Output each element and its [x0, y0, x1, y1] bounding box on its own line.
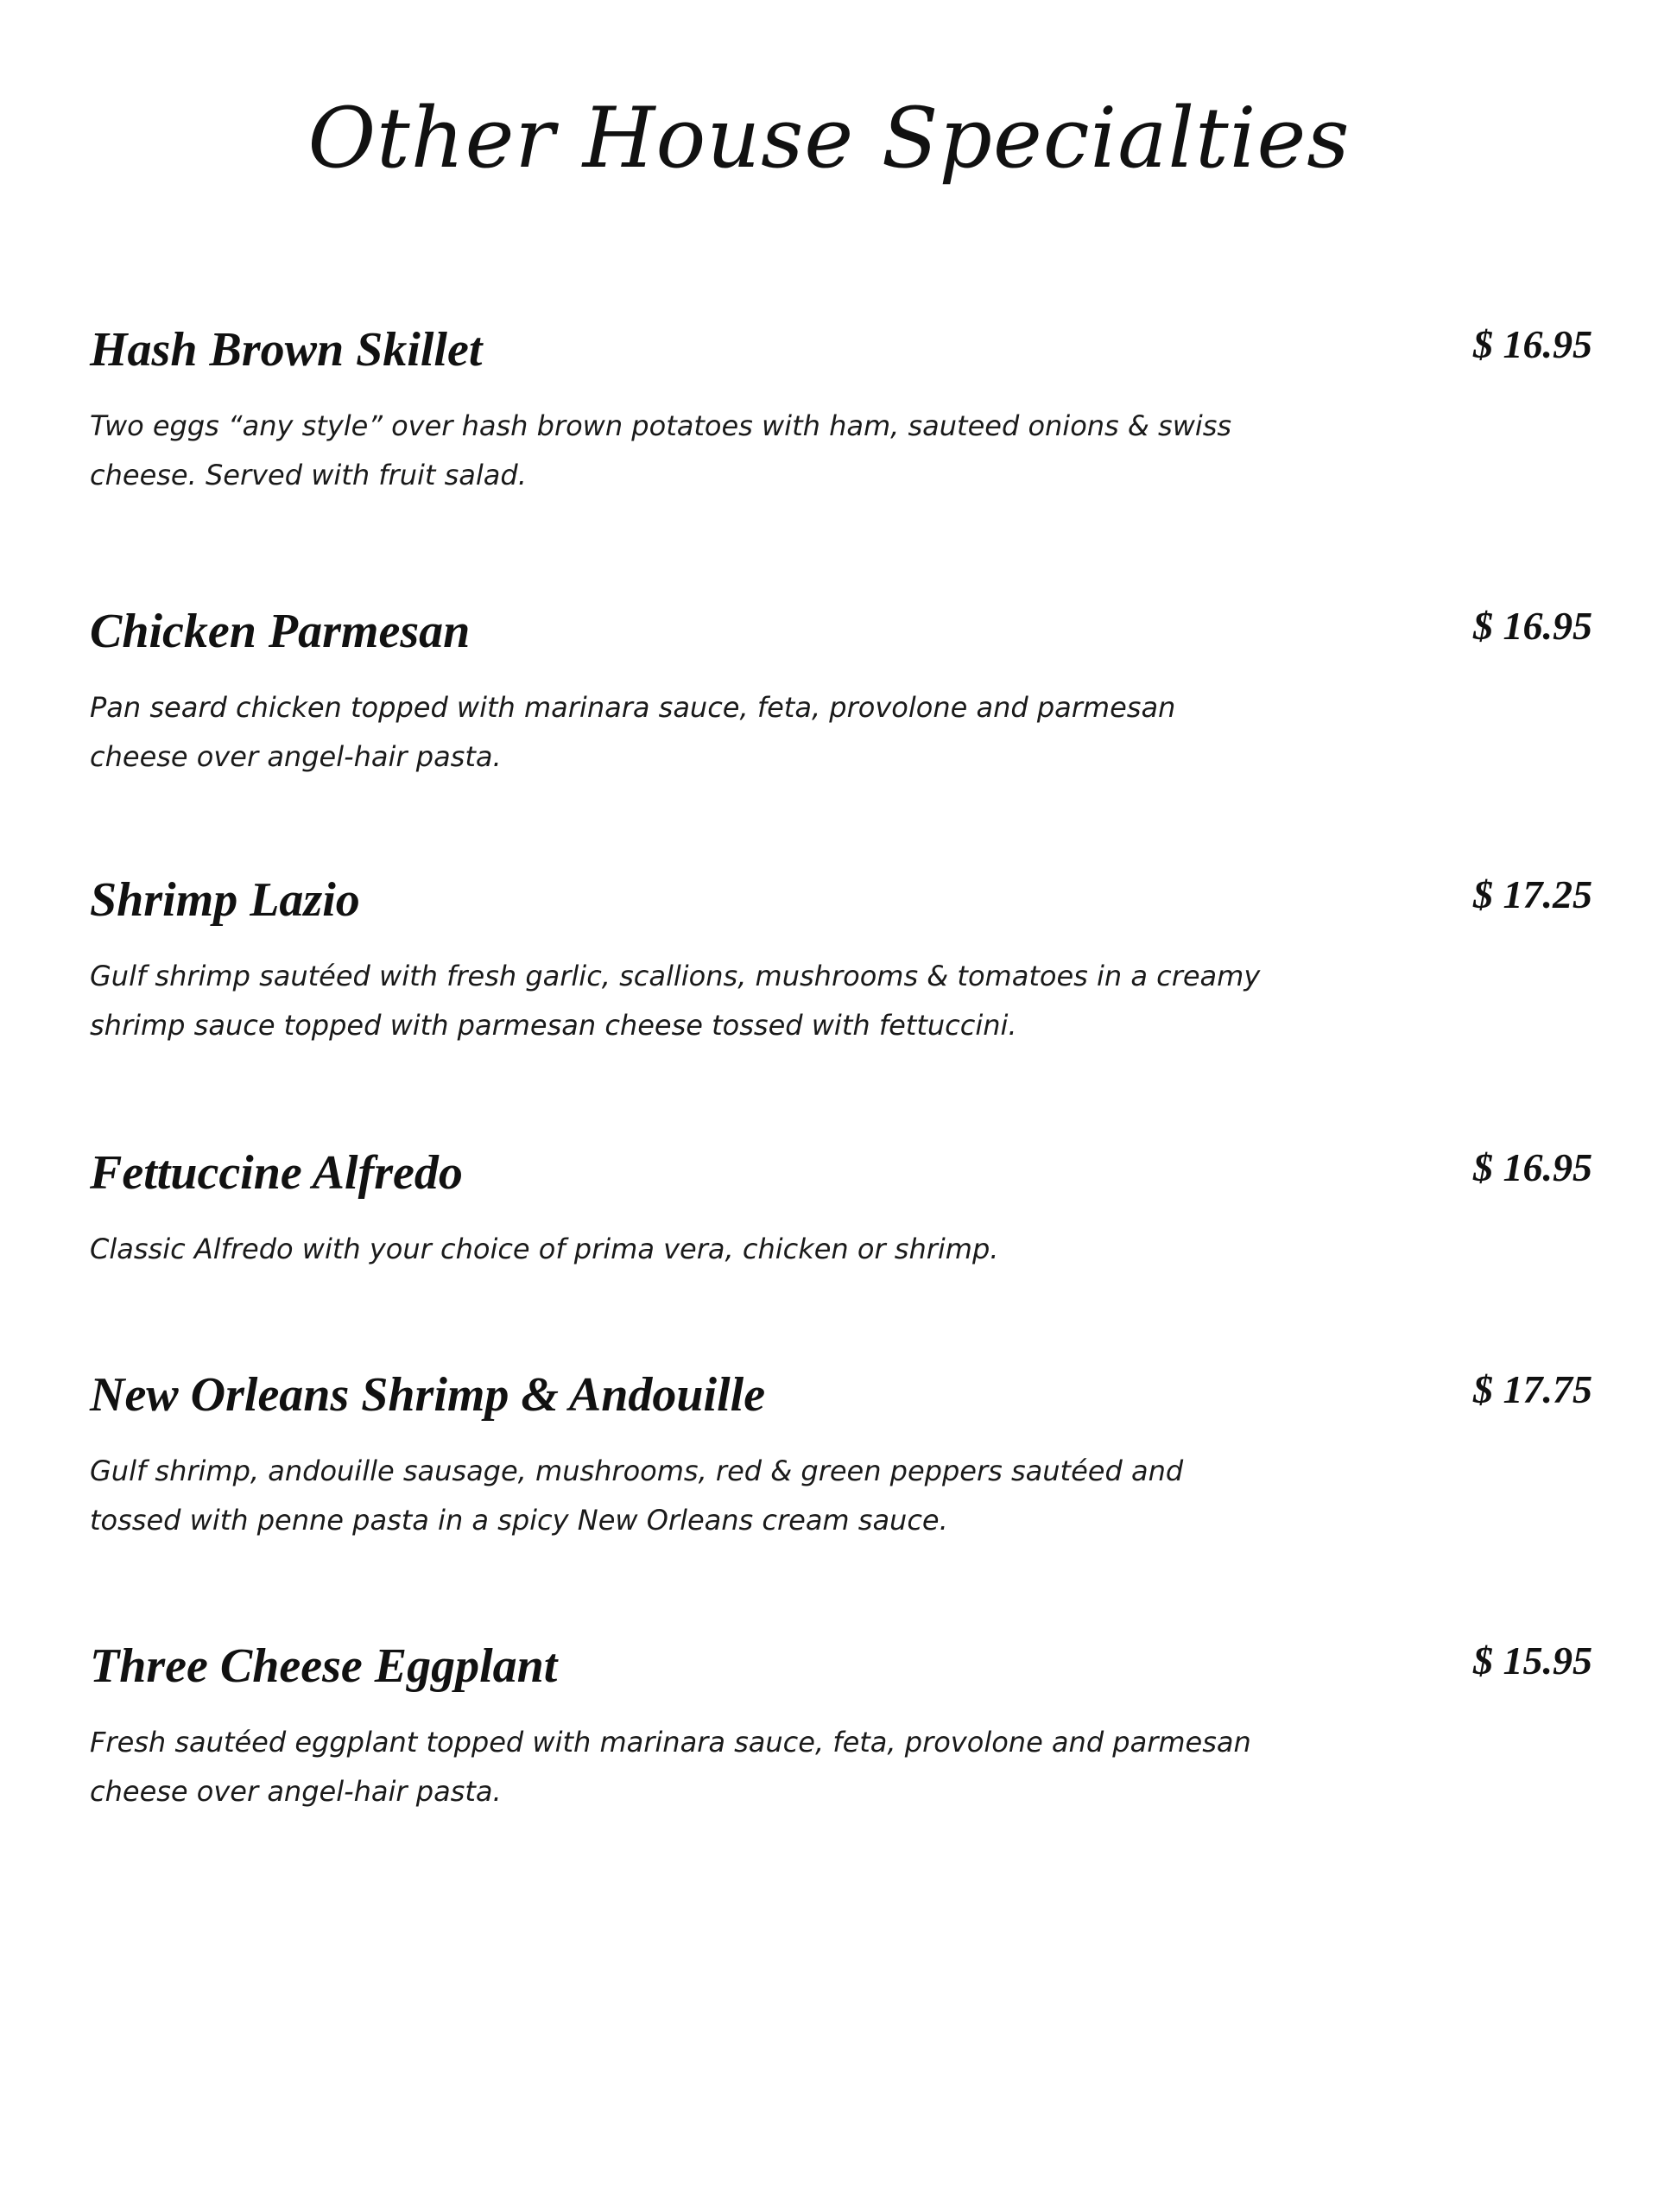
menu-item-name: Shrimp Lazio — [90, 873, 360, 927]
menu-item-name: Chicken Parmesan — [90, 605, 471, 658]
menu-item-description: Fresh sautéed eggplant topped with marinara sauce, feta, provolone and parmesan cheese over angel-hair pasta. — [90, 1726, 1251, 1808]
menu-item-name: Three Cheese Eggplant — [90, 1639, 558, 1693]
menu-item-description: Gulf shrimp, andouille sausage, mushrooms, red & green peppers sautéed and tossed with penne pasta in a spicy New Orleans cream sauce. — [90, 1455, 1184, 1537]
menu-item-description: Pan seard chicken topped with marinara sauce, feta, provolone and parmesan cheese over angel-hair pasta. — [90, 691, 1176, 773]
menu-item-price: $ 17.75 — [1473, 1367, 1592, 1411]
menu-item-price: $ 17.25 — [1473, 872, 1592, 916]
menu-item-name: New Orleans Shrimp & Andouille — [90, 1368, 766, 1422]
menu-item-description: Classic Alfredo with your choice of prima vera, chicken or shrimp. — [90, 1233, 999, 1265]
menu-item-price: $ 15.95 — [1473, 1638, 1592, 1683]
menu-item-name: Hash Brown Skillet — [90, 323, 483, 377]
menu-item-name: Fettuccine Alfredo — [90, 1146, 463, 1200]
menu-item-description: Two eggs “any style” over hash brown potatoes with ham, sauteed onions & swiss cheese. Served with fruit salad. — [90, 409, 1232, 491]
menu-item-price: $ 16.95 — [1473, 604, 1592, 648]
menu-item-price: $ 16.95 — [1473, 322, 1592, 366]
menu-item-price: $ 16.95 — [1473, 1145, 1592, 1189]
page-title: Other House Specialties — [307, 90, 1351, 187]
menu-item-description: Gulf shrimp sautéed with fresh garlic, scallions, mushrooms & tomatoes in a creamy shrimp sauce topped with parmesan cheese tossed with fettuccini. — [90, 960, 1261, 1042]
